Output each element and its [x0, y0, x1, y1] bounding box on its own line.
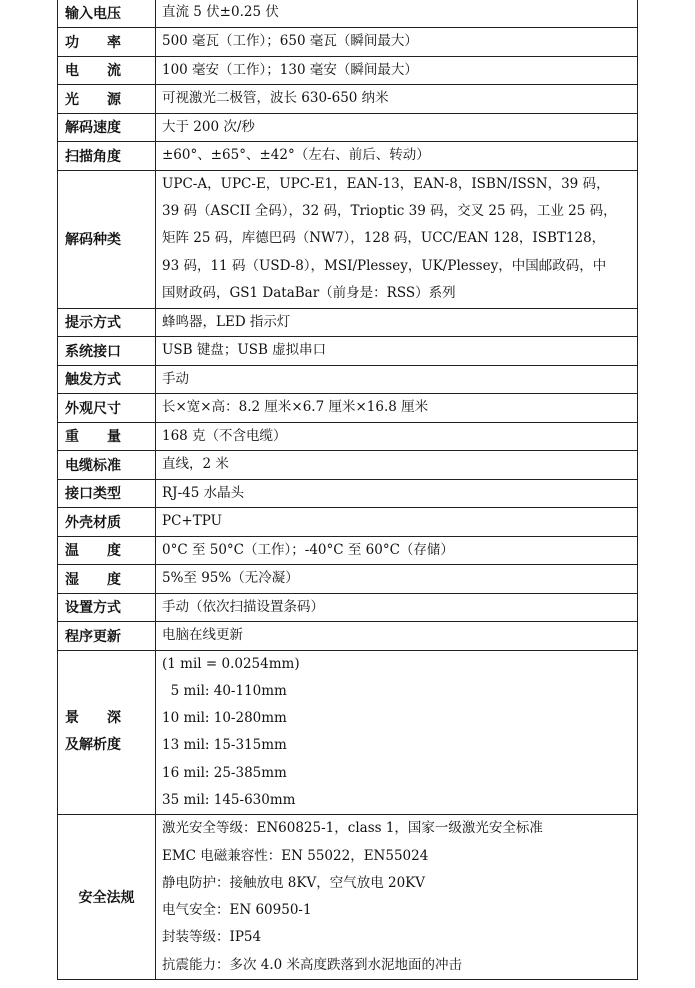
row-label — [58, 650, 156, 815]
value-line: 5 mil: 40-110mm — [162, 682, 287, 699]
row-label: 电 流 — [58, 56, 156, 85]
row-value: 100 毫安（工作）；130 毫安（瞬间最大） — [156, 56, 638, 85]
value-line: UPC-A，UPC-E，UPC-E1，EAN-13，EAN-8，ISBN/ISSN，39 码， — [162, 175, 610, 192]
value-line: 10 mil: 10-280mm — [162, 710, 287, 727]
row-label: 安全法规 — [58, 815, 156, 980]
row-value: 蜂鸣器，LED 指示灯 — [156, 308, 638, 337]
row-value: 直线，2 米 — [156, 451, 638, 480]
row-value: 直流 5 伏±0.25 伏 — [156, 0, 638, 28]
row-value: 手动 — [156, 365, 638, 394]
row-label: 外观尺寸 — [58, 394, 156, 423]
row-label: 接口类型 — [58, 479, 156, 508]
value-line: 抗震能力：多次 4.0 米高度跌落到水泥地面的冲击 — [162, 956, 463, 973]
row-label: 解码种类 — [58, 170, 156, 308]
row-value: 大于 200 次/秒 — [156, 113, 638, 142]
row-label: 输入电压 — [58, 0, 156, 28]
table-row — [58, 365, 638, 394]
row-label: 温 度 — [58, 536, 156, 565]
value-line: 静电防护：接触放电 8KV，空气放电 20KV — [162, 874, 426, 891]
table-row — [58, 479, 638, 508]
row-value — [156, 170, 638, 308]
table-row — [58, 142, 638, 171]
row-label: 光 源 — [58, 85, 156, 114]
value-line: EMC 电磁兼容性：EN 55022，EN55024 — [162, 847, 429, 864]
table-row — [58, 337, 638, 366]
table-row — [58, 565, 638, 594]
table-row — [58, 622, 638, 651]
row-value: PC+TPU — [156, 508, 638, 537]
row-label: 扫描角度 — [58, 142, 156, 171]
table-row — [58, 0, 638, 28]
value-line: 矩阵 25 码，库德巴码（NW7），128 码，UCC/EAN 128，ISBT128， — [162, 230, 606, 247]
row-label: 解码速度 — [58, 113, 156, 142]
row-label: 湿 度 — [58, 565, 156, 594]
table-row — [58, 394, 638, 423]
row-value: 168 克（不含电缆） — [156, 422, 638, 451]
row-value — [156, 650, 638, 815]
table-row — [58, 422, 638, 451]
row-label: 功 率 — [58, 28, 156, 57]
row-label: 重 量 — [58, 422, 156, 451]
row-value: ±60°、±65°、±42°（左右、前后、转动） — [156, 142, 638, 171]
table-row — [58, 85, 638, 114]
table-row — [58, 308, 638, 337]
table-row — [58, 508, 638, 537]
table-row — [58, 593, 638, 622]
row-label: 系统接口 — [58, 337, 156, 366]
row-value: RJ-45 水晶头 — [156, 479, 638, 508]
table-row — [58, 170, 638, 308]
row-label: 外壳材质 — [58, 508, 156, 537]
row-value: 可视激光二极管，波长 630-650 纳米 — [156, 85, 638, 114]
value-line: 35 mil: 145-630mm — [162, 791, 296, 808]
label-line: 及解析度 — [65, 737, 121, 754]
value-line: 封装等级：IP54 — [162, 929, 262, 946]
row-value: 电脑在线更新 — [156, 622, 638, 651]
row-value: 长×宽×高：8.2 厘米×6.7 厘米×16.8 厘米 — [156, 394, 638, 423]
value-line: 电气安全：EN 60950-1 — [162, 902, 312, 919]
table-row-safety — [58, 815, 638, 980]
value-line: 国财政码，GS1 DataBar（前身是：RSS）系列 — [162, 284, 456, 301]
row-value: 手动（依次扫描设置条码） — [156, 593, 638, 622]
value-line: 激光安全等级：EN60825-1，class 1，国家一级激光安全标准 — [162, 820, 543, 837]
row-label: 触发方式 — [58, 365, 156, 394]
value-line: 93 码，11 码（USD-8），MSI/Plessey，UK/Plessey，中国邮政码，中 — [162, 257, 607, 274]
row-label: 提示方式 — [58, 308, 156, 337]
row-value — [156, 815, 638, 980]
row-label: 电缆标准 — [58, 451, 156, 480]
table-row — [58, 56, 638, 85]
spec-table — [57, 0, 638, 980]
row-label: 程序更新 — [58, 622, 156, 651]
value-line: 16 mil: 25-385mm — [162, 764, 287, 781]
table-row — [58, 113, 638, 142]
row-value: 5%至 95%（无冷凝） — [156, 565, 638, 594]
row-value: 500 毫瓦（工作）；650 毫瓦（瞬间最大） — [156, 28, 638, 57]
label-line: 景 深 — [65, 710, 121, 727]
table-row — [58, 451, 638, 480]
value-line: 39 码（ASCII 全码），32 码，Trioptic 39 码，交叉 25 码，工业 25 码， — [162, 203, 617, 220]
value-line: (1 mil = 0.0254mm) — [162, 655, 300, 672]
row-value: USB 键盘；USB 虚拟串口 — [156, 337, 638, 366]
row-value: 0°C 至 50°C（工作）；-40°C 至 60°C（存储） — [156, 536, 638, 565]
value-line: 13 mil: 15-315mm — [162, 737, 287, 754]
table-row — [58, 536, 638, 565]
row-label: 设置方式 — [58, 593, 156, 622]
table-row-depth-of-field — [58, 650, 638, 815]
table-row — [58, 28, 638, 57]
